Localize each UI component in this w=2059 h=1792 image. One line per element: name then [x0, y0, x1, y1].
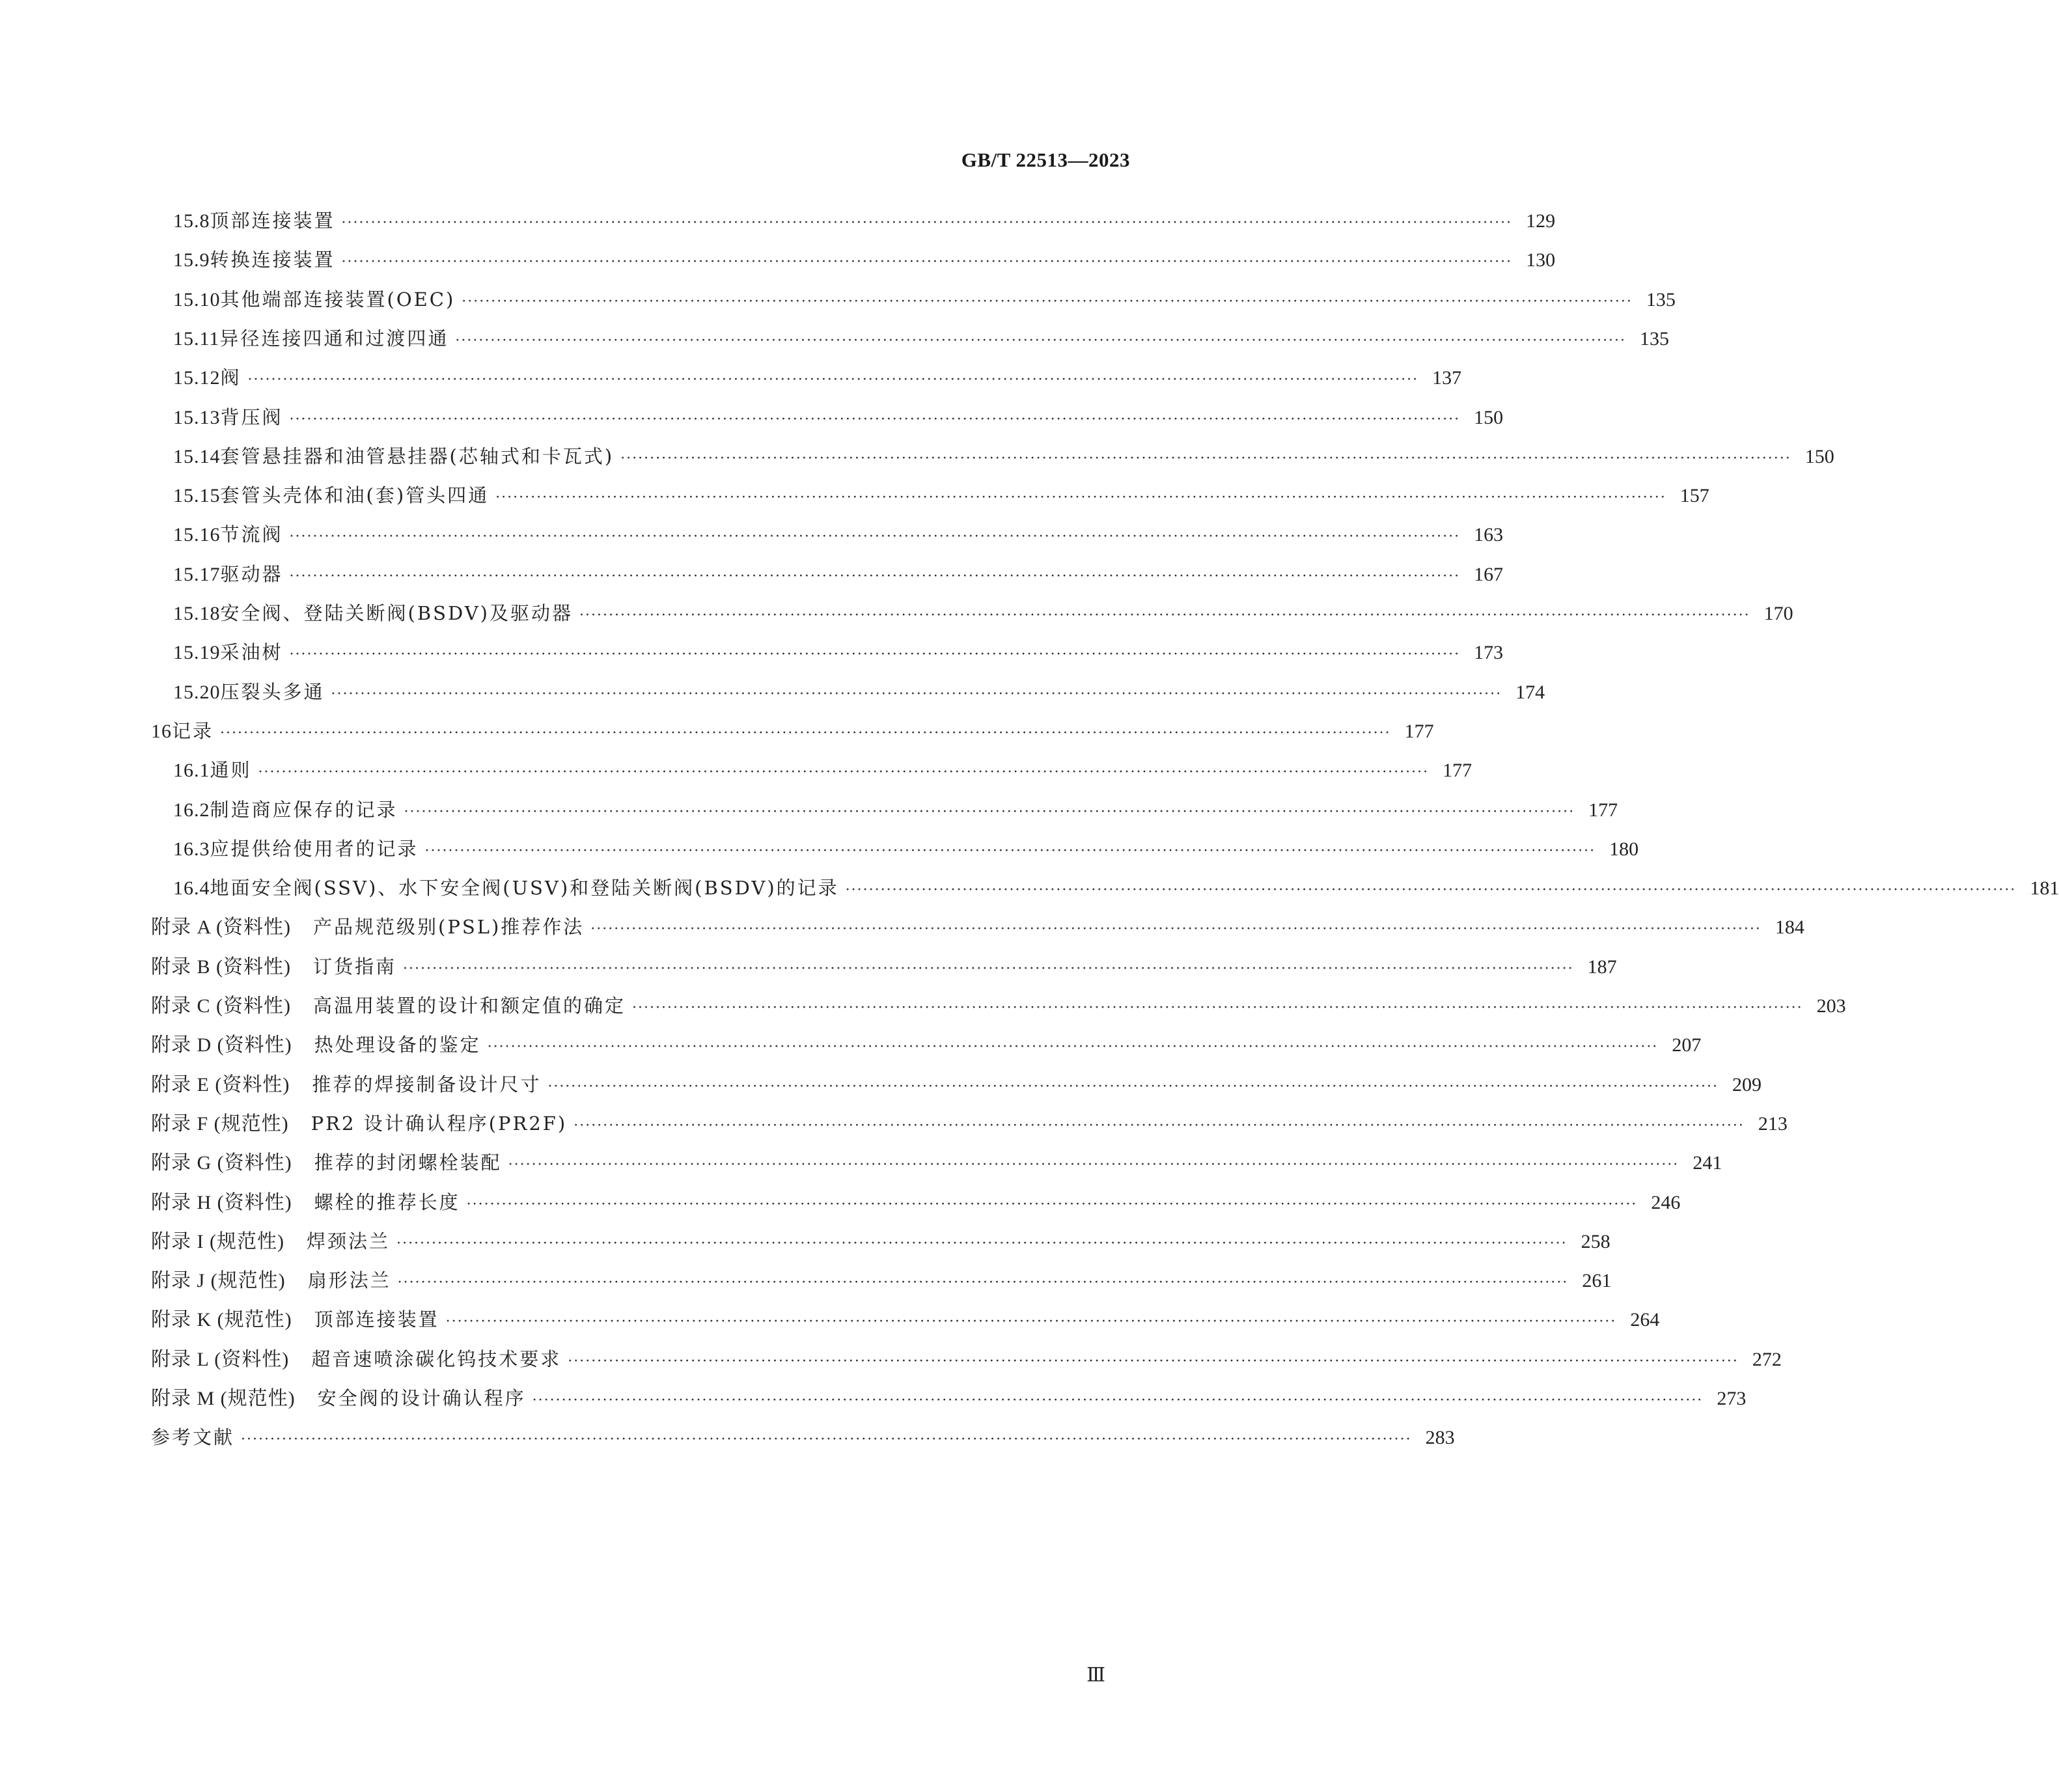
toc-entry-title: 节流阀: [220, 523, 283, 546]
toc-dot-leader: ········································································································································································································: [396, 1235, 1568, 1252]
toc-dot-leader: ········································································································································································································: [289, 411, 1461, 428]
toc-dot-leader: ········································································································································································································: [466, 1196, 1638, 1213]
toc-entry-number: 15.8: [173, 210, 210, 232]
toc-entry-title: 超音速喷涂碳化钨技术要求: [311, 1347, 562, 1370]
toc-dot-leader: ········································································································································································································: [424, 842, 1596, 859]
toc-dot-leader: ········································································································································································································: [403, 960, 1574, 977]
toc-entry[interactable]: [151, 1148, 1722, 1177]
toc-entry-title: 参考文献: [151, 1426, 235, 1449]
toc-entry-title: 转换连接装置: [210, 249, 335, 271]
toc-dot-leader: ········································································································································································································: [341, 215, 1513, 231]
toc-entry-title: 驱动器: [220, 562, 283, 585]
toc-dot-leader: ········································································································································································································: [258, 764, 1430, 781]
toc-entry-page: 170: [1763, 603, 1793, 624]
toc-entry-number: 附录 G (资料性): [151, 1152, 292, 1174]
toc-entry-title: PR2 设计确认程序(PR2F): [311, 1112, 568, 1135]
toc-dot-leader: ········································································································································································································: [487, 1039, 1659, 1056]
toc-entry-number: 附录 A (资料性): [151, 917, 291, 939]
toc-dot-leader: ········································································································································································································: [247, 372, 1419, 389]
toc-entry-number: 附录 I (规范性): [151, 1230, 284, 1252]
toc-entry-number: 15.12: [173, 367, 221, 389]
toc-entry[interactable]: [173, 599, 1793, 627]
toc-entry-page: 157: [1679, 485, 1709, 507]
toc-entry-page: 177: [1588, 799, 1618, 821]
toc-entry-page: 163: [1474, 524, 1504, 546]
toc-entry-page: 246: [1651, 1191, 1681, 1213]
toc-dot-leader: ········································································································································································································: [289, 568, 1461, 585]
toc-entry[interactable]: [151, 1070, 1762, 1099]
toc-entry-title: 套管头壳体和油(套)管头四通: [220, 484, 490, 507]
toc-dot-leader: ········································································································································································································: [495, 489, 1666, 506]
toc-entry-page: 135: [1640, 327, 1670, 350]
toc-entry-title: 顶部连接装置: [314, 1308, 439, 1331]
toc-entry-number: 附录 M (规范性): [151, 1388, 296, 1409]
toc-entry-number: 16.4: [173, 877, 210, 900]
toc-entry-page: 135: [1646, 288, 1676, 310]
toc-dot-leader: ········································································································································································································: [845, 882, 2017, 899]
page-number: Ⅲ: [1086, 1664, 1105, 1686]
toc-entry-number: 16.1: [173, 760, 210, 782]
toc-entry-title: 扇形法兰: [307, 1269, 391, 1292]
toc-entry-number: 15.11: [173, 327, 220, 350]
toc-entry-number: 15.19: [173, 642, 221, 664]
toc-entry-number: 15.15: [173, 485, 221, 507]
toc-entry[interactable]: [151, 1345, 1782, 1373]
toc-entry[interactable]: [173, 245, 1556, 274]
toc-entry-page: 241: [1693, 1152, 1722, 1174]
toc-entry[interactable]: [173, 363, 1462, 392]
toc-entry-page: 207: [1672, 1034, 1702, 1056]
toc-entry[interactable]: [151, 913, 1804, 941]
toc-entry-page: 173: [1474, 642, 1504, 664]
toc-entry[interactable]: [151, 1227, 1610, 1256]
toc-entry-number: 附录 K (规范性): [151, 1309, 292, 1331]
toc-entry[interactable]: [151, 1266, 1612, 1295]
toc-entry-number: 附录 H (资料性): [151, 1191, 292, 1213]
toc-entry-page: 283: [1425, 1427, 1455, 1449]
toc-entry[interactable]: [173, 678, 1545, 706]
toc-entry[interactable]: [173, 206, 1556, 235]
toc-entry-page: 130: [1526, 249, 1556, 271]
toc-entry[interactable]: [151, 952, 1617, 981]
standard-code: GB/T 22513—2023: [961, 148, 1130, 171]
toc-entry-title: 通则: [210, 759, 252, 782]
toc-entry-page: 272: [1752, 1348, 1782, 1370]
toc-entry[interactable]: [173, 560, 1504, 588]
toc-entry-title: 螺栓的推荐长度: [314, 1191, 460, 1213]
toc-entry-title: 高温用装置的设计和额定值的确定: [313, 995, 626, 1017]
toc-entry-title: 异径连接四通和过渡四通: [219, 327, 449, 350]
toc-dot-leader: ········································································································································································································: [579, 607, 1750, 624]
toc-entry-page: 177: [1443, 760, 1472, 782]
toc-entry-number: 15.9: [173, 249, 210, 271]
toc-dot-leader: ········································································································································································································: [573, 1117, 1745, 1134]
toc-dot-leader: ········································································································································································································: [331, 685, 1502, 702]
toc-entry-page: 181: [2030, 877, 2059, 900]
toc-entry[interactable]: [173, 442, 1834, 471]
toc-entry-title: 热处理设备的鉴定: [314, 1034, 481, 1056]
toc-entry-page: 273: [1717, 1388, 1747, 1409]
toc-dot-leader: ········································································································································································································: [397, 1275, 1569, 1291]
toc-entry[interactable]: [173, 324, 1670, 353]
toc-entry-number: 附录 B (资料性): [151, 956, 291, 978]
toc-entry-page: 264: [1630, 1309, 1660, 1331]
toc-entry-title: 安全阀的设计确认程序: [317, 1387, 526, 1409]
toc-dot-leader: ········································································································································································································: [462, 293, 1633, 310]
toc-entry-title: 制造商应保存的记录: [210, 798, 398, 821]
toc-dot-leader: ········································································································································································································: [341, 254, 1513, 271]
toc-entry-page: 177: [1404, 720, 1434, 742]
toc-entry-page: 209: [1732, 1073, 1762, 1096]
toc-entry-number: 16: [151, 720, 172, 742]
toc-dot-leader: ········································································································································································································: [620, 450, 1791, 467]
toc-entry[interactable]: [151, 1423, 1455, 1452]
toc-entry-number: 15.17: [173, 563, 221, 585]
toc-entry-page: 150: [1804, 445, 1834, 467]
toc-entry-title: 顶部连接装置: [210, 210, 335, 232]
toc-entry-title: 安全阀、登陆关断阀(BSDV)及驱动器: [220, 602, 573, 624]
toc-entry-title: 推荐的焊接制备设计尺寸: [312, 1073, 542, 1096]
toc-entry-number: 15.10: [173, 288, 221, 310]
toc-entry[interactable]: [151, 1305, 1660, 1334]
toc-entry-number: 15.13: [173, 406, 221, 428]
toc-entry-page: 137: [1432, 367, 1462, 389]
toc-dot-leader: ········································································································································································································: [241, 1431, 1412, 1448]
toc-entry-title: 地面安全阀(SSV)、水下安全阀(USV)和登陆关断阀(BSDV)的记录: [210, 877, 839, 900]
toc-entry-page: 203: [1816, 995, 1846, 1017]
toc-entry[interactable]: [173, 834, 1639, 863]
toc-entry-title: 采油树: [220, 641, 283, 664]
toc-entry[interactable]: [173, 874, 2059, 902]
toc-entry-page: 213: [1758, 1112, 1788, 1135]
toc-entry-number: 附录 F (规范性): [151, 1112, 289, 1135]
toc-entry-number: 15.14: [173, 445, 221, 467]
toc-dot-leader: ········································································································································································································: [445, 1314, 1617, 1330]
toc-entry[interactable]: [151, 717, 1434, 745]
toc-entry-page: 167: [1474, 563, 1504, 585]
toc-entry[interactable]: [173, 285, 1676, 314]
toc-dot-leader: ········································································································································································································: [404, 803, 1575, 820]
toc-entry[interactable]: [151, 1109, 1788, 1138]
toc-entry-title: 焊颈法兰: [306, 1230, 390, 1252]
toc-entry-page: 150: [1474, 406, 1504, 428]
toc-entry-title: 产品规范级别(PSL)推荐作法: [313, 916, 585, 939]
toc-entry-number: 附录 L (资料性): [151, 1348, 290, 1370]
toc-entry-page: 180: [1609, 838, 1639, 860]
toc-dot-leader: ········································································································································································································: [289, 646, 1461, 663]
toc-entry-number: 16.3: [173, 838, 210, 860]
toc-entry-number: 附录 J (规范性): [151, 1270, 286, 1292]
toc-entry-number: 15.20: [173, 681, 221, 703]
toc-entry[interactable]: [151, 1188, 1681, 1217]
toc-entry-number: 15.18: [173, 603, 221, 624]
toc-entry-page: 187: [1587, 956, 1617, 978]
toc-entry-number: 15.16: [173, 524, 221, 546]
toc-entry-number: 16.2: [173, 799, 210, 821]
toc-entry[interactable]: [173, 756, 1472, 784]
toc-entry-number: 附录 C (资料性): [151, 995, 291, 1017]
toc-entry-number: 附录 E (资料性): [151, 1073, 290, 1096]
toc-entry-page: 184: [1775, 917, 1804, 939]
toc-entry-page: 174: [1515, 681, 1545, 703]
toc-entry[interactable]: [173, 481, 1709, 510]
toc-entry-title: 其他端部连接装置(OEC): [220, 288, 456, 310]
toc-dot-leader: ········································································································································································································: [568, 1353, 1739, 1370]
toc-dot-leader: ········································································································································································································: [532, 1392, 1704, 1409]
toc-entry-title: 订货指南: [313, 955, 397, 978]
toc-entry-title: 压裂头多通: [220, 680, 325, 703]
toc-entry-title: 阀: [220, 366, 242, 389]
toc-dot-leader: ········································································································································································································: [455, 332, 1627, 349]
toc-dot-leader: ········································································································································································································: [632, 1000, 1803, 1016]
toc-dot-leader: ········································································································································································································: [508, 1157, 1679, 1174]
toc-entry-title: 套管悬挂器和油管悬挂器(芯轴式和卡瓦式): [220, 445, 615, 467]
toc-dot-leader: ········································································································································································································: [289, 529, 1461, 545]
toc-entry-title: 应提供给使用者的记录: [210, 837, 419, 860]
toc-dot-leader: ········································································································································································································: [547, 1078, 1719, 1095]
toc-entry[interactable]: [151, 991, 1846, 1020]
toc-entry[interactable]: [151, 1030, 1702, 1059]
toc-entry-page: 258: [1581, 1230, 1610, 1252]
toc-entry[interactable]: [151, 1384, 1747, 1413]
toc-dot-leader: ········································································································································································································: [220, 724, 1391, 741]
toc-entry-title: 背压阀: [220, 406, 283, 428]
toc-entry[interactable]: [173, 403, 1504, 432]
toc-entry-number: 附录 D (资料性): [151, 1034, 292, 1056]
toc-entry[interactable]: [173, 795, 1618, 824]
toc-entry-page: 261: [1582, 1270, 1612, 1292]
toc-entry-title: 推荐的封闭螺栓装配: [314, 1151, 502, 1174]
toc-entry-page: 129: [1526, 210, 1556, 232]
toc-dot-leader: ········································································································································································································: [590, 921, 1762, 938]
toc-entry[interactable]: [173, 638, 1504, 667]
toc-entry[interactable]: [173, 520, 1504, 549]
toc-entry-title: 记录: [172, 719, 214, 742]
